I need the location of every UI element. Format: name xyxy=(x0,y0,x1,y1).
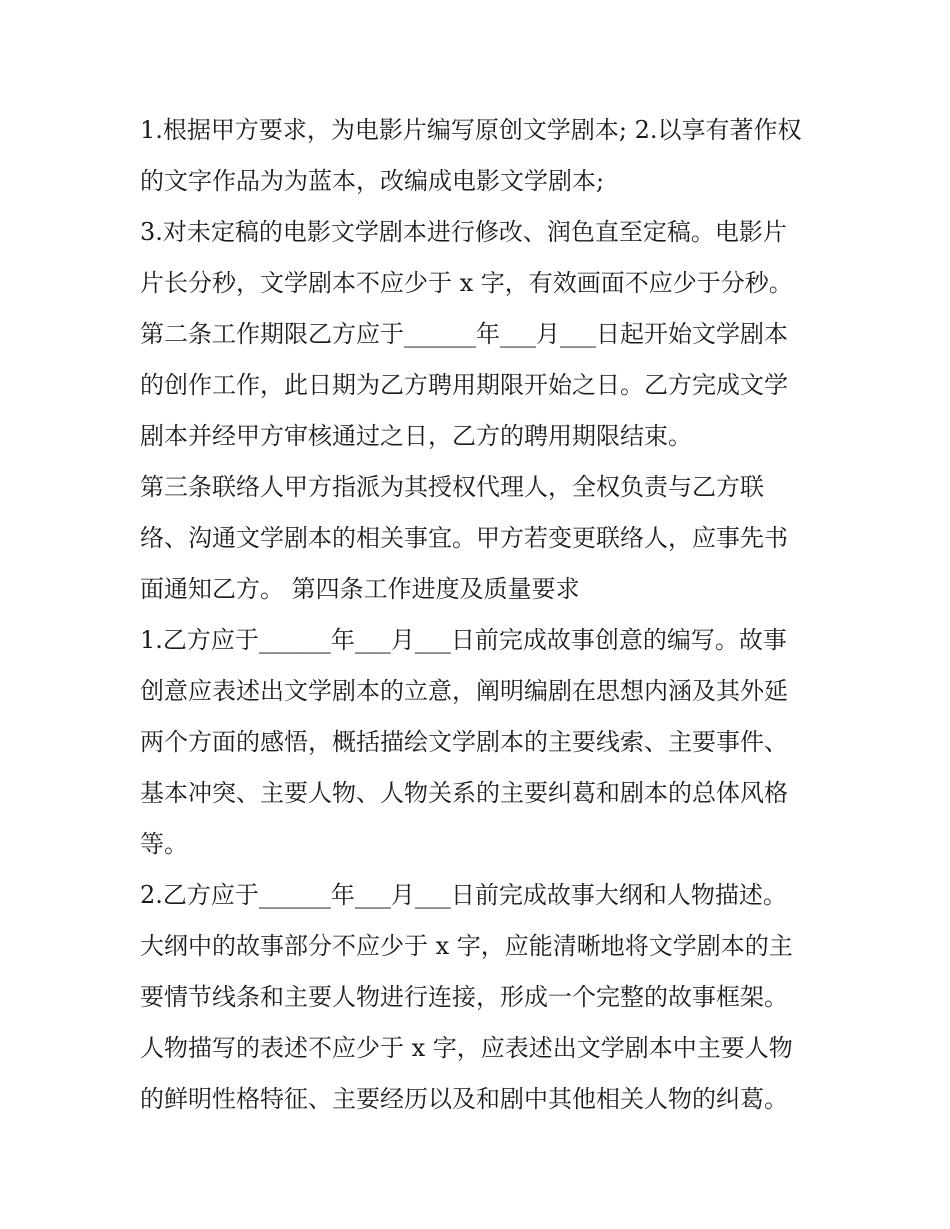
text-line: 的文字作品为为蓝本，改编成电影文学剧本; xyxy=(140,167,605,195)
text-line: 第三条联络人甲方指派为其授权代理人，全权负责与乙方联 xyxy=(140,473,764,501)
text-line: 1.根据甲方要求，为电影片编写原创文学剧本; 2.以享有著作权 xyxy=(140,116,802,144)
text-line: 2.乙方应于______年___月___日前完成故事大纲和人物描述。 xyxy=(140,881,787,909)
text-line: 人物描写的表述不应少于 x 字，应表述出文学剧本中主要人物 xyxy=(140,1034,793,1062)
text-line: 大纲中的故事部分不应少于 x 字，应能清晰地将文学剧本的主 xyxy=(140,932,793,960)
text-line: 基本冲突、主要人物、人物关系的主要纠葛和剧本的总体风格 xyxy=(140,779,788,807)
text-line: 第二条工作期限乙方应于______年___月___日起开始文学剧本 xyxy=(140,320,788,348)
text-line: 要情节线条和主要人物进行连接，形成一个完整的故事框架。 xyxy=(140,983,788,1011)
text-line: 剧本并经甲方审核通过之日，乙方的聘用期限结束。 xyxy=(140,422,692,450)
text-line: 面通知乙方。 第四条工作进度及质量要求 xyxy=(140,575,580,603)
text-line: 片长分秒，文学剧本不应少于 x 字，有效画面不应少于分秒。 xyxy=(140,269,793,297)
text-line: 3.对未定稿的电影文学剧本进行修改、润色直至定稿。电影片 xyxy=(140,218,787,246)
text-line: 的鲜明性格特征、主要经历以及和剧中其他相关人物的纠葛。 xyxy=(140,1085,788,1113)
text-line: 络、沟通文学剧本的相关事宜。甲方若变更联络人，应事先书 xyxy=(140,524,788,552)
text-line: 的创作工作，此日期为乙方聘用期限开始之日。乙方完成文学 xyxy=(140,371,788,399)
text-line: 1.乙方应于______年___月___日前完成故事创意的编写。故事 xyxy=(140,626,787,654)
text-line: 创意应表述出文学剧本的立意，阐明编剧在思想内涵及其外延 xyxy=(140,677,788,705)
document-body xyxy=(140,105,830,1125)
text-line: 两个方面的感悟，概括描绘文学剧本的主要线索、主要事件、 xyxy=(140,728,788,756)
text-line: 等。 xyxy=(140,830,188,858)
